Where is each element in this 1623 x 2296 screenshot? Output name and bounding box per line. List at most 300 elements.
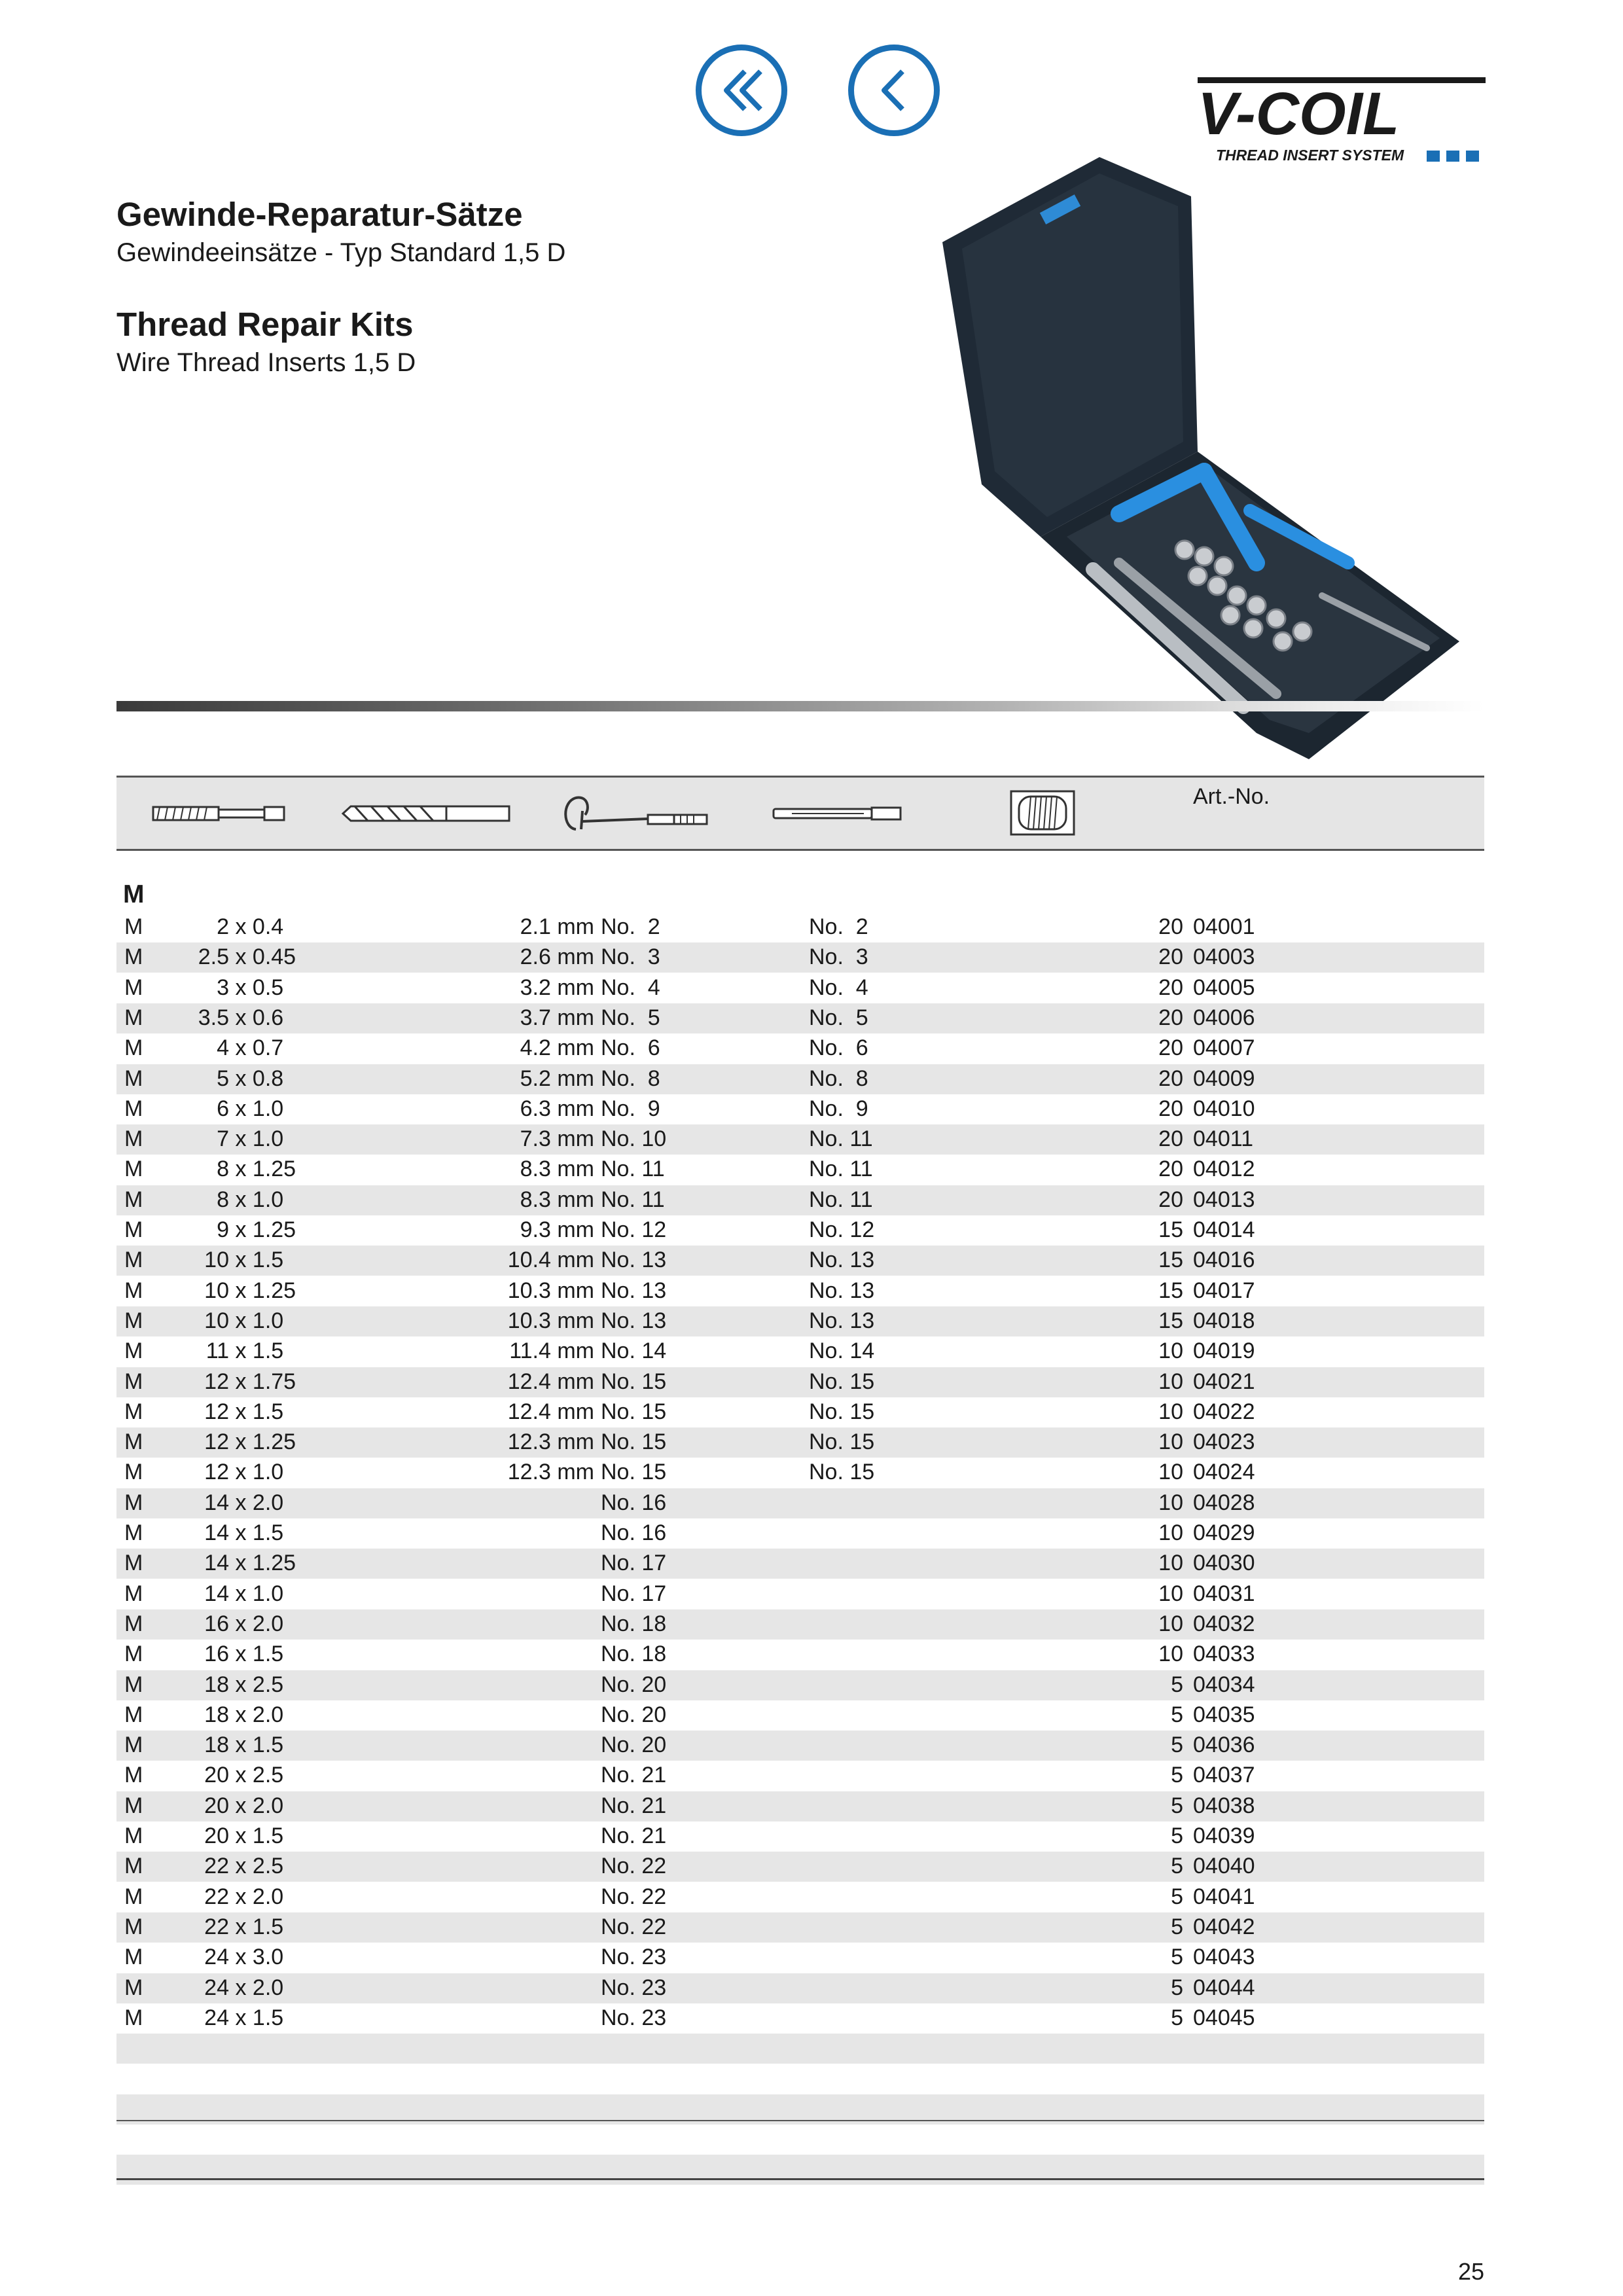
article-number-cell: 04011 <box>1193 1126 1254 1152</box>
thread-type-cell: M <box>124 1096 143 1121</box>
nominal-diameter: 2 <box>217 914 229 939</box>
size-separator: x <box>229 1308 253 1333</box>
drill-size-cell <box>385 1884 594 1910</box>
thread-size-cell <box>170 1187 348 1213</box>
tap-number-cell: No. 21 <box>601 1763 667 1788</box>
thread-type-cell: M <box>124 1399 143 1424</box>
tap-number-cell: No. 15 <box>601 1429 667 1455</box>
drill-size-cell <box>385 1520 594 1546</box>
tap-number-cell: No. 21 <box>601 1793 667 1818</box>
tap-number-cell: No. 22 <box>601 1914 667 1939</box>
pitch: 3.0 <box>252 1945 284 1970</box>
table-row <box>116 1943 1484 1973</box>
tap-number-cell: No. 23 <box>601 2005 667 2030</box>
thread-type-cell: M <box>124 1338 143 1364</box>
drill-size-cell <box>385 1793 594 1819</box>
table-row <box>116 1246 1484 1276</box>
size-separator: x <box>229 1126 253 1152</box>
article-number-cell: 04042 <box>1193 1914 1255 1939</box>
size-separator: x <box>229 1763 253 1788</box>
tap-number-cell: No. 4 <box>601 975 660 1000</box>
nominal-diameter: 20 <box>204 1763 229 1788</box>
table-row <box>116 1124 1484 1155</box>
table-row <box>116 1821 1484 1852</box>
drill-size-cell <box>385 1338 594 1364</box>
nominal-diameter: 22 <box>204 1854 229 1879</box>
tool-number-cell: No. 15 <box>809 1429 875 1455</box>
drill-size-cell <box>385 1611 594 1637</box>
quantity-cell: 20 <box>1158 1096 1183 1121</box>
drill-size-cell <box>385 1672 594 1698</box>
tool-number-cell: No. 14 <box>809 1338 875 1364</box>
nominal-diameter: 11 <box>205 1338 229 1364</box>
quantity-cell: 5 <box>1171 1975 1183 2000</box>
pitch: 1.0 <box>252 1581 284 1606</box>
size-separator: x <box>229 1490 253 1515</box>
thread-size-cell <box>170 1823 348 1849</box>
quantity-cell: 10 <box>1158 1520 1183 1545</box>
table-row <box>116 1185 1484 1215</box>
thread-size-cell <box>170 1126 348 1152</box>
thread-type-cell: M <box>124 975 143 1000</box>
table-row-empty <box>116 2034 1484 2064</box>
article-number-cell: 04043 <box>1193 1945 1255 1970</box>
tool-number-cell: No. 13 <box>809 1247 875 1273</box>
pitch: 1.25 <box>252 1157 296 1182</box>
article-number-cell: 04023 <box>1193 1429 1255 1455</box>
thread-size-cell <box>170 2005 348 2031</box>
drill-size: 2.6 mm <box>520 944 594 970</box>
pitch: 2.0 <box>252 1702 284 1727</box>
table-row <box>116 1973 1484 2003</box>
page-number: 25 <box>1457 2258 1484 2285</box>
pitch: 1.5 <box>252 1641 284 1667</box>
article-number-cell: 04018 <box>1193 1308 1255 1333</box>
table-row <box>116 1670 1484 1700</box>
table-row <box>116 1549 1484 1579</box>
tap-number-cell: No. 16 <box>601 1520 667 1545</box>
quantity-cell: 10 <box>1158 1338 1183 1364</box>
nominal-diameter: 20 <box>204 1793 229 1818</box>
size-separator: x <box>229 1854 253 1879</box>
thread-type-cell: M <box>124 1035 143 1061</box>
tool-number-cell: No. 4 <box>809 975 868 1000</box>
tap-number-cell: No. 5 <box>601 1005 660 1030</box>
article-number-cell: 04024 <box>1193 1460 1255 1485</box>
pitch: 1.5 <box>252 1399 284 1424</box>
pitch: 1.25 <box>252 1278 296 1303</box>
size-separator: x <box>229 1702 253 1727</box>
article-number-cell: 04031 <box>1193 1581 1255 1606</box>
drill-size: 12.3 mm <box>507 1429 594 1455</box>
drill-size-cell <box>385 1429 594 1455</box>
size-separator: x <box>229 1035 253 1061</box>
tap-number-cell: No. 11 <box>601 1187 665 1212</box>
thread-size-cell <box>170 1520 348 1546</box>
thread-type-cell: M <box>124 1369 143 1394</box>
pitch: 1.5 <box>252 1247 284 1273</box>
table-row <box>116 1791 1484 1821</box>
table-row <box>116 912 1484 942</box>
nominal-diameter: 16 <box>204 1641 229 1667</box>
thread-size-cell <box>170 1247 348 1273</box>
size-separator: x <box>229 1429 253 1455</box>
first-page-button[interactable] <box>696 45 787 136</box>
pitch: 2.0 <box>252 1793 284 1818</box>
thread-size-cell <box>170 1641 348 1667</box>
group-label-metric: M <box>123 880 145 908</box>
article-number-cell: 04035 <box>1193 1702 1255 1727</box>
tool-number-cell: No. 13 <box>809 1278 875 1303</box>
thread-type-cell: M <box>124 1823 143 1848</box>
quantity-cell: 5 <box>1171 1945 1183 1970</box>
pitch: 1.5 <box>252 1732 284 1758</box>
nominal-diameter: 12 <box>204 1369 229 1394</box>
size-separator: x <box>229 1369 253 1394</box>
article-number-cell: 04007 <box>1193 1035 1255 1061</box>
article-number-cell: 04034 <box>1193 1672 1255 1697</box>
subtitle-german: Gewindeeinsätze - Typ Standard 1,5 D <box>116 238 566 267</box>
nominal-diameter: 3.5 <box>198 1005 229 1030</box>
tap-number-cell: No. 16 <box>601 1490 667 1515</box>
tool-number-cell: No. 15 <box>809 1399 875 1424</box>
article-number-cell: 04040 <box>1193 1854 1255 1879</box>
tap-number-cell: No. 6 <box>601 1035 660 1061</box>
tap-number-cell: No. 13 <box>601 1308 667 1333</box>
thread-size-cell <box>170 1096 348 1122</box>
pitch: 1.5 <box>252 1338 284 1364</box>
size-separator: x <box>229 1551 253 1576</box>
nominal-diameter: 10 <box>204 1308 229 1333</box>
tool-number-cell: No. 15 <box>809 1460 875 1485</box>
thread-size-cell <box>170 944 348 970</box>
drill-size-cell <box>385 1975 594 2001</box>
drill-size: 6.3 mm <box>520 1096 594 1121</box>
article-number-cell: 04019 <box>1193 1338 1255 1364</box>
thread-size-cell <box>170 1551 348 1576</box>
table-row <box>116 1306 1484 1336</box>
table-row-empty <box>116 2155 1484 2185</box>
thread-size-cell <box>170 1945 348 1970</box>
size-separator: x <box>229 1732 253 1758</box>
back-button[interactable] <box>848 45 940 136</box>
table-row <box>116 1609 1484 1640</box>
nominal-diameter: 14 <box>204 1581 229 1606</box>
tap-number-cell: No. 17 <box>601 1581 667 1606</box>
table-row <box>116 1912 1484 1943</box>
article-number-cell: 04041 <box>1193 1884 1255 1909</box>
drill-size: 9.3 mm <box>520 1217 594 1242</box>
drill-size-cell <box>385 914 594 940</box>
pitch: 1.0 <box>252 1187 284 1212</box>
drill-size: 11.4 mm <box>509 1338 594 1364</box>
quantity-cell: 20 <box>1158 944 1183 970</box>
quantity-cell: 20 <box>1158 1005 1183 1030</box>
table-row <box>116 1761 1484 1791</box>
pitch: 0.4 <box>252 914 284 939</box>
quantity-cell: 15 <box>1158 1278 1183 1303</box>
tap-number-cell: No. 21 <box>601 1823 667 1848</box>
tap-number-cell: No. 15 <box>601 1399 667 1424</box>
article-number-cell: 04045 <box>1193 2005 1255 2030</box>
table-row <box>116 2003 1484 2034</box>
tap-number-cell: No. 22 <box>601 1884 667 1909</box>
tool-number-cell: No. 2 <box>809 914 868 939</box>
table-row <box>116 1427 1484 1458</box>
thread-type-cell: M <box>124 1460 143 1485</box>
size-separator: x <box>229 1187 253 1212</box>
quantity-cell: 20 <box>1158 975 1183 1000</box>
drill-size: 8.3 mm <box>520 1157 594 1182</box>
thread-type-cell: M <box>124 1945 143 1970</box>
size-separator: x <box>229 1793 253 1818</box>
quantity-cell: 10 <box>1158 1581 1183 1606</box>
article-number-cell: 04012 <box>1193 1157 1255 1182</box>
thread-type-cell: M <box>124 1914 143 1939</box>
tap-number-cell: No. 20 <box>601 1732 667 1758</box>
pitch: 0.5 <box>252 975 284 1000</box>
size-separator: x <box>229 1641 253 1667</box>
logo-brand: V-COIL <box>1198 81 1400 147</box>
size-separator: x <box>229 1884 253 1909</box>
quantity-cell: 10 <box>1158 1460 1183 1485</box>
thread-size-cell <box>170 1581 348 1607</box>
nominal-diameter: 6 <box>217 1096 229 1121</box>
tap-number-cell: No. 15 <box>601 1460 667 1485</box>
table-bottom-rule <box>116 2120 1484 2121</box>
table-row <box>116 1882 1484 1912</box>
drill-size-cell <box>385 1217 594 1243</box>
pitch: 2.0 <box>252 1884 284 1909</box>
tap-number-cell: No. 12 <box>601 1217 667 1242</box>
tap-number-cell: No. 13 <box>601 1247 667 1273</box>
drill-size-cell <box>385 1035 594 1061</box>
thread-type-cell: M <box>124 1732 143 1758</box>
size-separator: x <box>229 1460 253 1485</box>
drill-size: 4.2 mm <box>520 1035 594 1061</box>
thread-type-cell: M <box>124 1520 143 1545</box>
table-row <box>116 1033 1484 1064</box>
pitch: 2.0 <box>252 1975 284 2000</box>
table-row <box>116 1397 1484 1427</box>
tap-number-cell: No. 20 <box>601 1672 667 1697</box>
size-separator: x <box>229 1066 253 1091</box>
drill-size: 3.2 mm <box>520 975 594 1000</box>
table-row <box>116 1276 1484 1306</box>
pitch: 1.75 <box>252 1369 296 1394</box>
pitch: 0.45 <box>252 944 296 970</box>
article-number-cell: 04003 <box>1193 944 1255 970</box>
nominal-diameter: 18 <box>204 1672 229 1697</box>
thread-size-cell <box>170 1914 348 1940</box>
size-separator: x <box>229 1823 253 1848</box>
drill-size: 5.2 mm <box>520 1066 594 1091</box>
thread-type-cell: M <box>124 1763 143 1788</box>
thread-type-cell: M <box>124 1126 143 1152</box>
thread-size-cell <box>170 1732 348 1758</box>
quantity-cell: 5 <box>1171 2005 1183 2030</box>
size-separator: x <box>229 1975 253 2000</box>
drill-size: 7.3 mm <box>520 1126 594 1152</box>
drill-icon <box>342 798 512 829</box>
drill-size-cell <box>385 1308 594 1334</box>
pitch: 2.0 <box>252 1611 284 1636</box>
nominal-diameter: 24 <box>204 1945 229 1970</box>
thread-size-cell <box>170 975 348 1001</box>
drill-size-cell <box>385 1945 594 1970</box>
size-separator: x <box>229 1672 253 1697</box>
table-row <box>116 1700 1484 1731</box>
product-photo-kit-case <box>890 144 1479 772</box>
tap-number-cell: No. 22 <box>601 1854 667 1879</box>
pitch: 1.5 <box>252 1823 284 1848</box>
tap-number-cell: No. 18 <box>601 1641 667 1667</box>
nominal-diameter: 14 <box>204 1551 229 1576</box>
table-row-empty <box>116 2064 1484 2094</box>
pitch: 1.0 <box>252 1460 284 1485</box>
nominal-diameter: 22 <box>204 1914 229 1939</box>
tap-number-cell: No. 9 <box>601 1096 660 1121</box>
drill-size-cell <box>385 1247 594 1273</box>
quantity-cell: 15 <box>1158 1217 1183 1242</box>
nominal-diameter: 18 <box>204 1732 229 1758</box>
pitch: 0.6 <box>252 1005 284 1030</box>
drill-size-cell <box>385 975 594 1001</box>
nominal-diameter: 8 <box>217 1157 229 1182</box>
tap-number-cell: No. 11 <box>601 1157 665 1182</box>
size-separator: x <box>229 1914 253 1939</box>
article-number-cell: 04014 <box>1193 1217 1255 1242</box>
table-row <box>116 1336 1484 1367</box>
quantity-cell: 5 <box>1171 1884 1183 1909</box>
nominal-diameter: 2.5 <box>198 944 229 970</box>
table-row <box>116 1064 1484 1094</box>
thread-type-cell: M <box>124 944 143 970</box>
article-number-cell: 04005 <box>1193 975 1255 1000</box>
nominal-diameter: 20 <box>204 1823 229 1848</box>
thread-type-cell: M <box>124 914 143 939</box>
drill-size: 10.3 mm <box>507 1278 594 1303</box>
thread-type-cell: M <box>124 1702 143 1727</box>
thread-size-cell <box>170 1278 348 1304</box>
table-row <box>116 1731 1484 1761</box>
drill-size: 12.4 mm <box>507 1399 594 1424</box>
size-separator: x <box>229 1581 253 1606</box>
tool-number-cell: No. 12 <box>809 1217 875 1242</box>
installation-tool-icon <box>556 789 710 838</box>
tang-break-tool-icon <box>772 804 903 823</box>
quantity-cell: 10 <box>1158 1551 1183 1576</box>
drill-size: 3.7 mm <box>520 1005 594 1030</box>
quantity-cell: 5 <box>1171 1763 1183 1788</box>
thread-type-cell: M <box>124 1793 143 1818</box>
quantity-cell: 5 <box>1171 1793 1183 1818</box>
thread-size-cell <box>170 914 348 940</box>
subtitle-english: Wire Thread Inserts 1,5 D <box>116 348 416 377</box>
title-english: Thread Repair Kits <box>116 306 414 343</box>
drill-size-cell <box>385 1763 594 1788</box>
article-number-cell: 04013 <box>1193 1187 1255 1212</box>
quantity-cell: 5 <box>1171 1823 1183 1848</box>
tap-number-cell: No. 18 <box>601 1611 667 1636</box>
table-row <box>116 1640 1484 1670</box>
thread-size-cell <box>170 1884 348 1910</box>
tool-number-cell: No. 5 <box>809 1005 868 1030</box>
pitch: 1.0 <box>252 1126 284 1152</box>
nominal-diameter: 3 <box>217 975 229 1000</box>
artno-header: Art.-No. <box>1193 784 1270 809</box>
drill-size: 2.1 mm <box>520 914 594 939</box>
drill-size-cell <box>385 1702 594 1728</box>
table-row <box>116 1215 1484 1246</box>
article-number-cell: 04010 <box>1193 1096 1255 1121</box>
thread-type-cell: M <box>124 2005 143 2030</box>
table-row <box>116 1518 1484 1549</box>
article-number-cell: 04021 <box>1193 1369 1255 1394</box>
drill-size-cell <box>385 1551 594 1576</box>
thread-size-cell <box>170 1672 348 1698</box>
drill-size-cell <box>385 1096 594 1122</box>
nominal-diameter: 5 <box>217 1066 229 1091</box>
thread-type-cell: M <box>124 1975 143 2000</box>
thread-size-cell <box>170 1460 348 1485</box>
quantity-cell: 20 <box>1158 1035 1183 1061</box>
size-separator: x <box>229 1278 253 1303</box>
size-separator: x <box>229 1005 253 1030</box>
nominal-diameter: 8 <box>217 1187 229 1212</box>
thread-size-cell <box>170 1035 348 1061</box>
article-number-cell: 04033 <box>1193 1641 1255 1667</box>
thread-size-cell <box>170 1702 348 1728</box>
table-row <box>116 973 1484 1003</box>
pitch: 0.7 <box>252 1035 284 1061</box>
thread-type-cell: M <box>124 1429 143 1455</box>
drill-size: 10.3 mm <box>507 1308 594 1333</box>
table-row <box>116 1155 1484 1185</box>
tool-number-cell: No. 9 <box>809 1096 868 1121</box>
thread-size-cell <box>170 1854 348 1879</box>
thread-size-cell <box>170 1611 348 1637</box>
thread-size-cell <box>170 1157 348 1182</box>
article-number-cell: 04044 <box>1193 1975 1255 2000</box>
nominal-diameter: 14 <box>204 1520 229 1545</box>
size-separator: x <box>229 1217 253 1242</box>
tool-number-cell: No. 11 <box>809 1126 873 1152</box>
pitch: 1.5 <box>252 1914 284 1939</box>
drill-size-cell <box>385 1641 594 1667</box>
thread-size-cell <box>170 1369 348 1395</box>
drill-size-cell <box>385 1732 594 1758</box>
article-number-cell: 04029 <box>1193 1520 1255 1545</box>
thread-size-cell <box>170 1066 348 1092</box>
drill-size: 10.4 mm <box>507 1247 594 1273</box>
nominal-diameter: 10 <box>204 1247 229 1273</box>
size-separator: x <box>229 1945 253 1970</box>
pitch: 2.5 <box>252 1854 284 1879</box>
table-row <box>116 1852 1484 1882</box>
size-separator: x <box>229 1096 253 1121</box>
nominal-diameter: 24 <box>204 2005 229 2030</box>
thread-type-cell: M <box>124 1066 143 1091</box>
quantity-cell: 5 <box>1171 1914 1183 1939</box>
pitch: 1.5 <box>252 2005 284 2030</box>
table-row <box>116 1488 1484 1518</box>
thread-type-cell: M <box>124 1278 143 1303</box>
tap-number-cell: No. 2 <box>601 914 660 939</box>
page-footer-rule <box>116 2178 1484 2180</box>
thread-size-cell <box>170 1490 348 1516</box>
tool-number-cell: No. 15 <box>809 1369 875 1394</box>
